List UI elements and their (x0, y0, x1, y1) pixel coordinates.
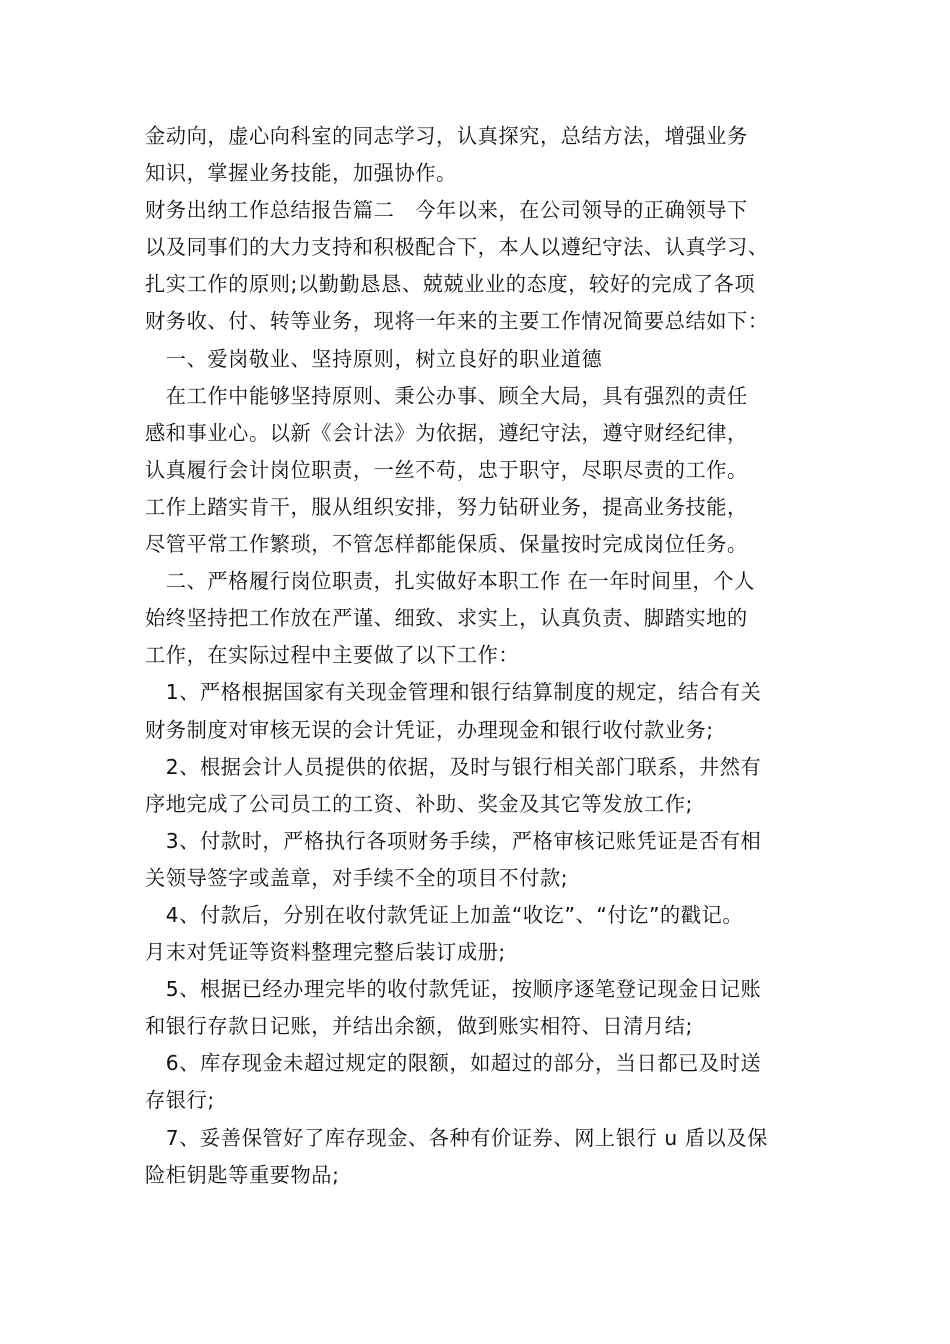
text-line: 扎实工作的原则;以勤勤恳恳、兢兢业业的态度，较好的完成了各项 (145, 272, 756, 297)
text-line: 认真履行会计岗位职责，一丝不苟，忠于职守，尽职尽责的工作。 (145, 457, 748, 482)
document-body (145, 118, 825, 1194)
list-item: 3、付款时，严格执行各项财务手续，严格审核记账凭证是否有相 (145, 828, 762, 853)
list-item: 1、严格根据国家有关现金管理和银行结算制度的规定，结合有关 (145, 680, 762, 705)
text-line: 感和事业心。以新《会计法》为依据，遵纪守法，遵守财经纪律， (145, 420, 748, 445)
text-line: 关领导签字或盖章，对手续不全的项目不付款; (145, 865, 569, 890)
text-line: 始终坚持把工作放在严谨、细致、求实上，认真负责、脚踏实地的 (145, 606, 748, 631)
text-line: 知识，掌握业务技能，加强协作。 (145, 161, 457, 186)
list-item: 4、付款后，分别在收付款凭证上加盖“收讫”、“付讫”的戳记。 (145, 902, 744, 927)
text-line: 以及同事们的大力支持和积极配合下，本人以遵纪守法、认真学习、 (145, 235, 769, 260)
text-line: 财务收、付、转等业务，现将一年来的主要工作情况简要总结如下： (145, 309, 769, 334)
section-heading: 二、严格履行岗位职责，扎实做好本职工作 在一年时间里，个人 (145, 569, 755, 594)
text-line: 序地完成了公司员工的工资、补助、奖金及其它等发放工作; (145, 791, 693, 816)
section-heading: 一、爱岗敬业、坚持原则，树立良好的职业道德 (145, 346, 603, 371)
list-item: 6、库存现金未超过规定的限额，如超过的部分，当日都已及时送 (145, 1051, 762, 1076)
text-line: 财务出纳工作总结报告篇二 今年以来，在公司领导的正确领导下 (145, 198, 748, 223)
list-item: 2、根据会计人员提供的依据，及时与银行相关部门联系，井然有 (145, 754, 762, 779)
list-item: 7、妥善保管好了库存现金、各种有价证券、网上银行 u 盾以及保 (145, 1125, 768, 1150)
text-line: 月末对凭证等资料整理完整后装订成册; (145, 940, 506, 965)
text-line: 在工作中能够坚持原则、秉公办事、顾全大局，具有强烈的责任 (145, 383, 748, 408)
text-line: 财务制度对审核无误的会计凭证，办理现金和银行收付款业务; (145, 717, 714, 742)
text-line: 险柜钥匙等重要物品; (145, 1162, 340, 1187)
text-line: 金动向，虚心向科室的同志学习，认真探究，总结方法，增强业务 (145, 124, 748, 148)
text-line: 和银行存款日记账，并结出余额，做到账实相符、日清月结; (145, 1014, 693, 1039)
list-item: 5、根据已经办理完毕的收付款凭证，按顺序逐笔登记现金日记账 (145, 977, 762, 1002)
text-line: 工作上踏实肯干，服从组织安排，努力钻研业务，提高业务技能， (145, 494, 748, 519)
text-line: 工作，在实际过程中主要做了以下工作： (145, 643, 520, 668)
text-line: 存银行; (145, 1088, 215, 1113)
text-line: 尽管平常工作繁琐，不管怎样都能保质、保量按时完成岗位任务。 (145, 532, 748, 557)
